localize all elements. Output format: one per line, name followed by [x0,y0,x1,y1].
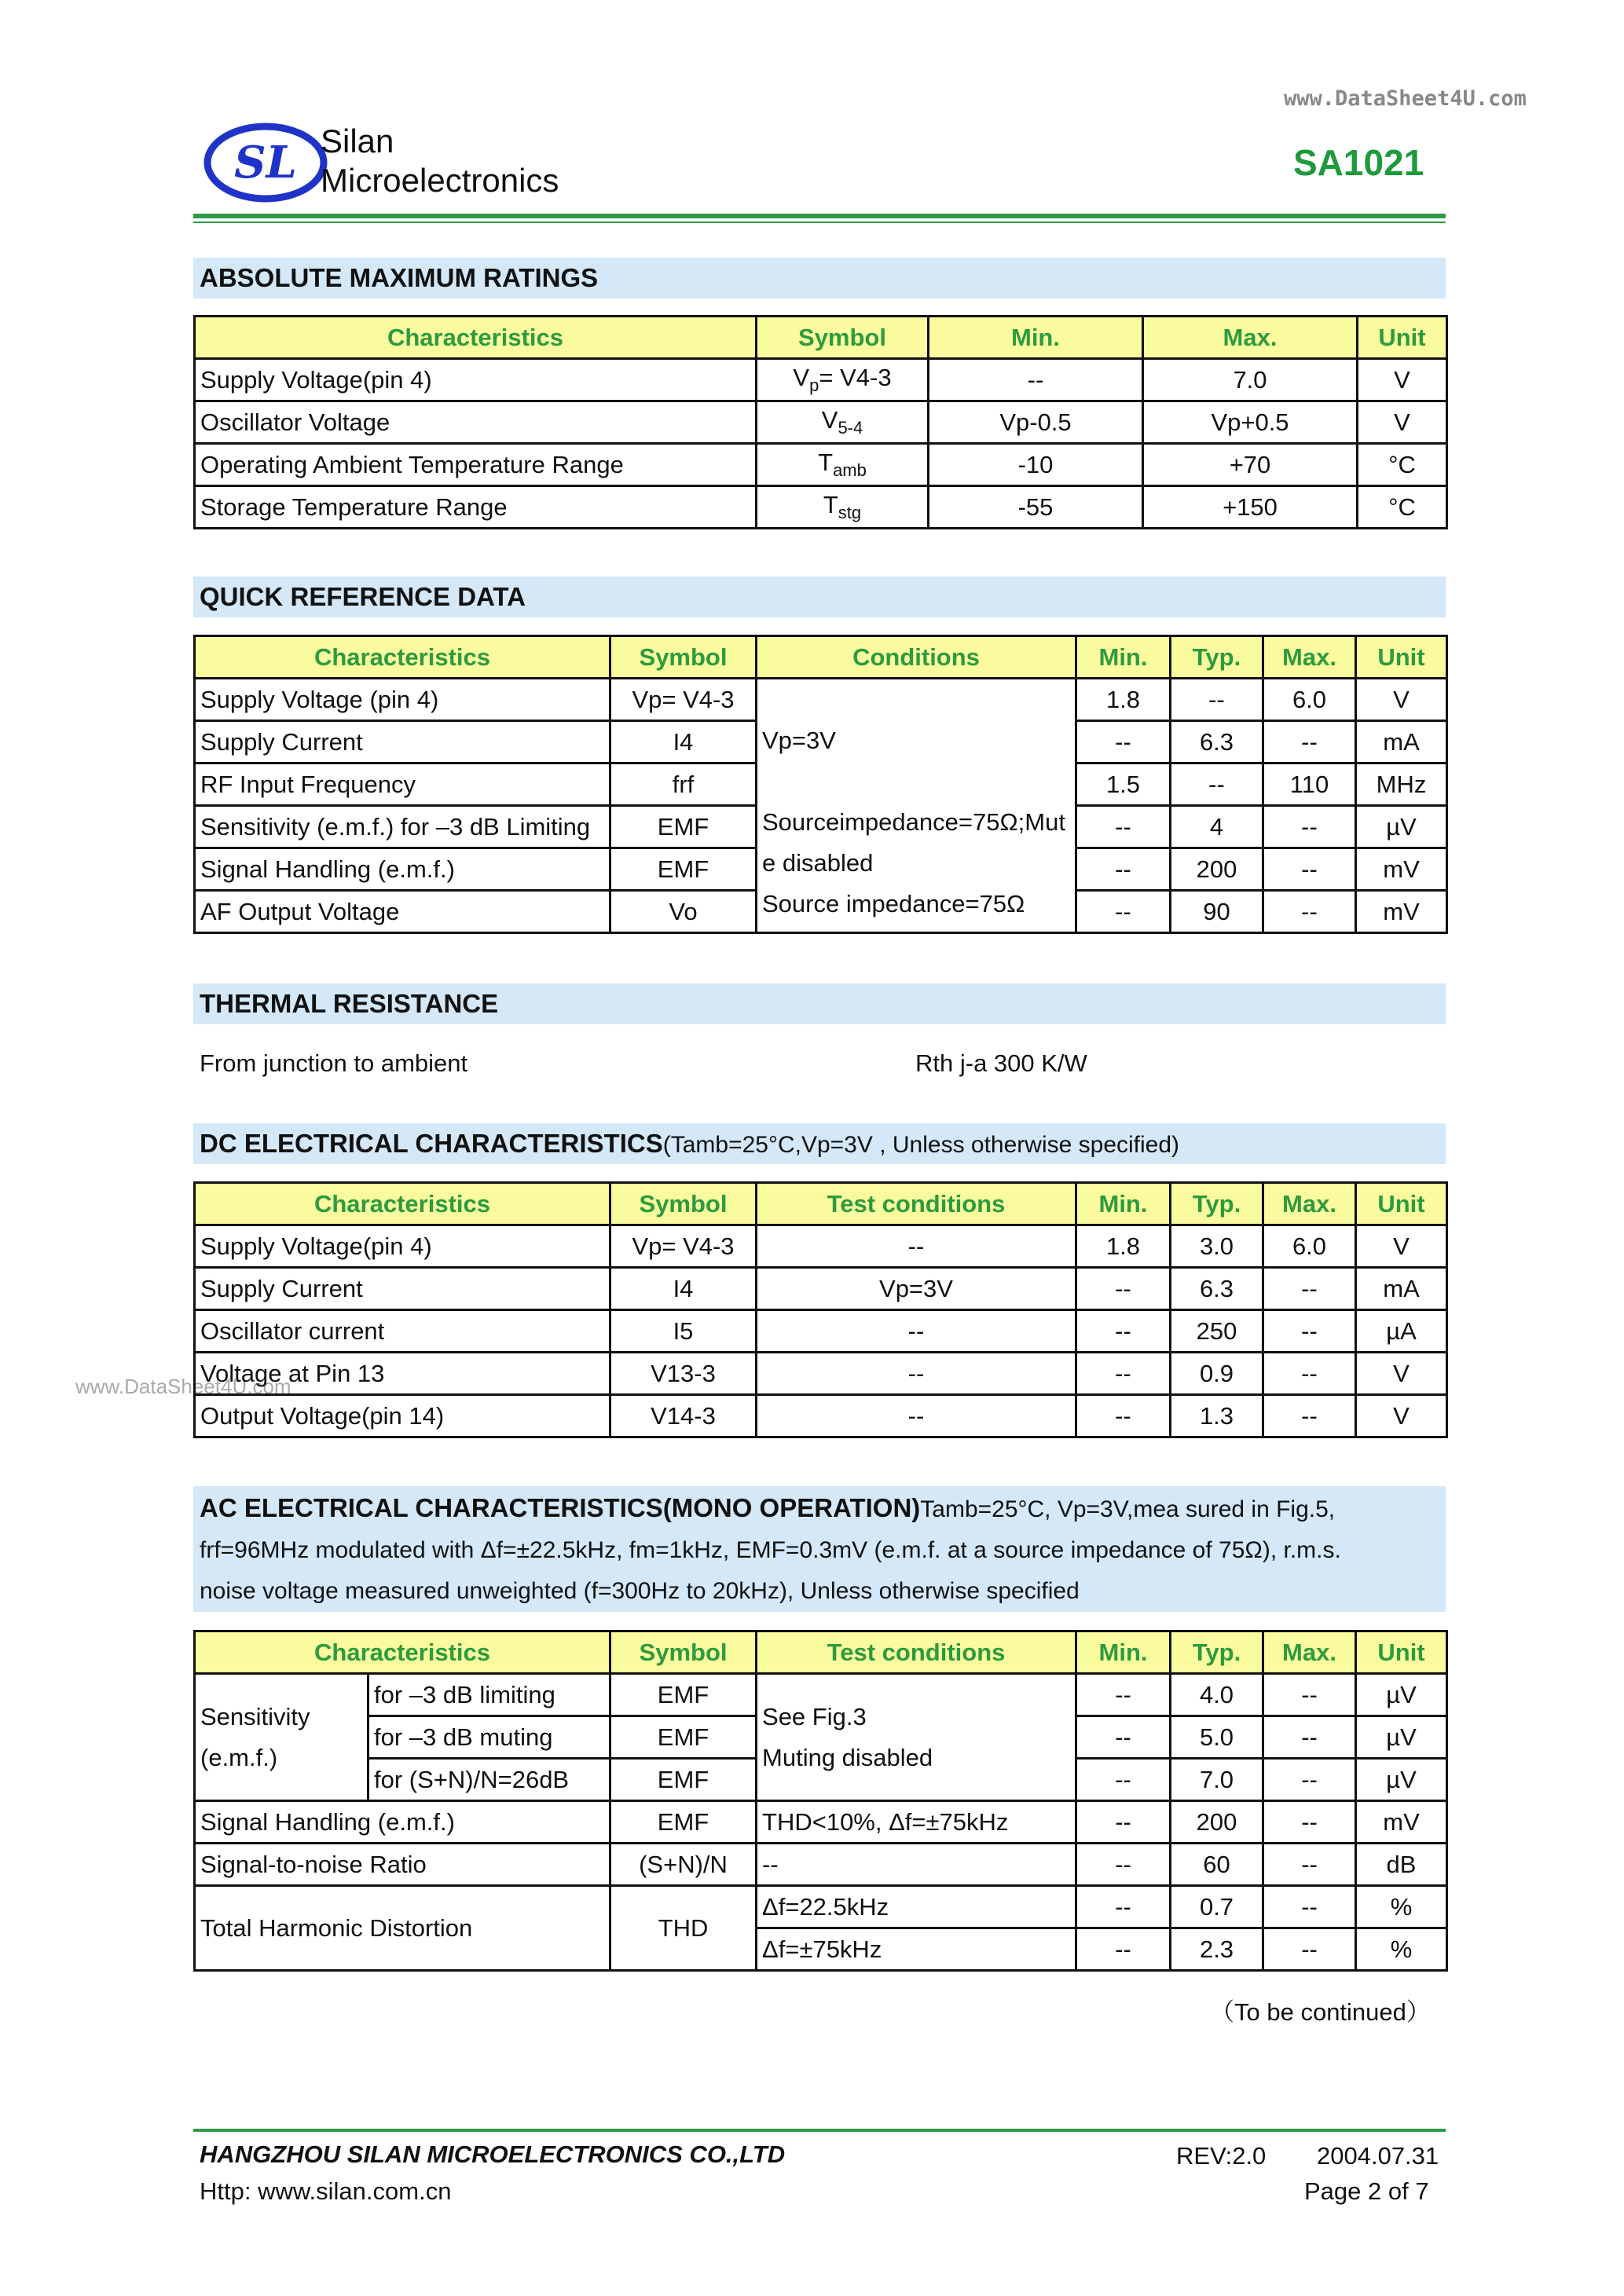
cell-typ: 6.3 [1171,1268,1263,1310]
condition-line: Sourceimpedance=75Ω;Mut [762,808,1065,836]
col-header: Unit [1358,317,1447,359]
cell-unit: µV [1356,1716,1447,1759]
cell-symbol: Vp= V4-3 [610,679,757,721]
cell-max: 110 [1263,764,1356,806]
cell-symbol: Vp= V4-3 [610,1225,757,1268]
condition-line: Source impedance=75Ω [762,890,1025,917]
cell-max: Vp+0.5 [1143,401,1358,444]
cell-typ: 200 [1171,1801,1263,1844]
col-header: Min. [929,317,1143,359]
condition-line: Muting disabled [762,1743,933,1771]
ac-title: AC ELECTRICAL CHARACTERISTICS(MONO OPERATION) [200,1493,921,1522]
table-row [195,359,1447,401]
cell-symbol: $T_{stg}$ [757,486,929,529]
table-row [195,1268,1447,1310]
col-header: Unit [1356,1183,1447,1225]
col-header: Min. [1076,1631,1171,1674]
cell-max: -- [1263,1310,1356,1353]
cell-symbol: V14-3 [610,1395,757,1437]
dc-title: DC ELECTRICAL CHARACTERISTICS [200,1129,663,1158]
col-header: Max. [1143,317,1358,359]
cell-min: -55 [929,486,1143,529]
cell-min: -- [1076,1674,1171,1716]
cell-symbol: (S+N)/N [610,1844,757,1886]
cell-sub-characteristic: for –3 dB muting [368,1716,610,1759]
cell-symbol: frf [610,764,757,806]
footer-date: 2004.07.31 [1317,2142,1439,2170]
table-row [195,1886,1447,1928]
brand-name-line1: Silan [321,123,394,159]
cell-max: +70 [1143,444,1358,486]
cell-conditions: THD<10%, Δf=±75kHz [757,1801,1076,1844]
cell-typ: 60 [1171,1844,1263,1886]
cell-min: -- [1076,891,1171,933]
cell-typ: 200 [1171,848,1263,891]
cell-max: -- [1263,1759,1356,1801]
abs-max-table [193,315,1448,529]
cell-max: -- [1263,1353,1356,1395]
ac-table [193,1630,1448,1972]
cell-min: -- [1076,806,1171,848]
cell-unit: V [1356,679,1447,721]
to-be-continued: （To be continued） [1210,1998,1431,2026]
table-row [195,1844,1447,1886]
cell-unit: V [1356,1225,1447,1268]
dc-section-bar [193,1123,1446,1164]
abs-max-section-bar [193,258,1446,298]
cell-conditions: Vp=3V [757,1268,1076,1310]
cell-characteristic: Supply Current [195,1268,610,1310]
cell-unit: MHz [1356,764,1447,806]
cell-sub-characteristic: for (S+N)/N=26dB [368,1759,610,1801]
cell-unit: µA [1356,1310,1447,1353]
header-rule [193,214,1446,218]
cell-symbol: $T_{amb}$ [757,444,929,486]
cell-unit: °C [1358,486,1447,529]
cell-unit: % [1356,1886,1447,1928]
condition-line: Vp=3V [762,727,836,754]
cell-unit: mV [1356,1801,1447,1844]
cell-unit: V [1356,1353,1447,1395]
watermark-top: www.DataSheet4U.com [1284,86,1527,111]
cell-min: -- [1076,1268,1171,1310]
cell-max: 6.0 [1263,679,1356,721]
cell-max: -- [1263,1886,1356,1928]
col-header: Typ. [1171,1631,1263,1674]
cell-symbol: $V_{5-4}$ [757,401,929,444]
cell-characteristic: Oscillator Voltage [195,401,757,444]
table-row [195,1674,1447,1716]
cell-max: -- [1263,848,1356,891]
cell-typ: -- [1171,679,1263,721]
cell-unit: µV [1356,806,1447,848]
table-header-row [195,1183,1447,1225]
cell-symbol: EMF [610,806,757,848]
cell-typ: 2.3 [1171,1928,1263,1971]
cell-min: -- [929,359,1143,401]
thermal-label: From junction to ambient [200,1049,468,1077]
table-row [195,679,1447,721]
col-header: Min. [1076,636,1171,679]
table-header-row [195,1631,1447,1674]
cell-typ: -- [1171,764,1263,806]
dc-subtitle: (Tamb=25°C,Vp=3V , Unless otherwise specified) [662,1132,1180,1158]
cell-unit: mA [1356,1268,1447,1310]
footer-website[interactable]: Http: www.silan.com.cn [200,2177,452,2205]
cell-max: -- [1263,1928,1356,1971]
cell-unit: mA [1356,721,1447,764]
cell-max: 7.0 [1143,359,1358,401]
cell-min: -- [1076,1353,1171,1395]
table-row [195,486,1447,529]
cell-unit: °C [1358,444,1447,486]
col-header: Symbol [610,636,757,679]
table-row [195,1225,1447,1268]
cell-max: -- [1263,1395,1356,1437]
cell-min: 1.8 [1076,1225,1171,1268]
col-header: Characteristics [195,636,610,679]
cell-unit: % [1356,1928,1447,1971]
cell-characteristic: Supply Voltage (pin 4) [195,679,610,721]
cell-conditions: -- [757,1353,1076,1395]
footer-company: HANGZHOU SILAN MICROELECTRONICS CO.,LTD [200,2140,786,2168]
table-row [195,444,1447,486]
cell-typ: 4 [1171,806,1263,848]
cell-max: -- [1263,1268,1356,1310]
col-header: Typ. [1171,1183,1263,1225]
cell-symbol: EMF [610,1716,757,1759]
cell-typ: 5.0 [1171,1716,1263,1759]
cell-characteristic: Total Harmonic Distortion [195,1886,610,1971]
cell-min: -- [1076,848,1171,891]
col-header: Characteristics [195,1631,610,1674]
quick-ref-title: QUICK REFERENCE DATA [200,582,526,611]
cell-symbol: Vo [610,891,757,933]
cell-unit: µV [1356,1674,1447,1716]
sensitivity-label: Sensitivity [200,1702,310,1730]
col-header: Conditions [757,636,1076,679]
cell-conditions: -- [757,1225,1076,1268]
col-header: Test conditions [757,1183,1076,1225]
col-header: Max. [1263,636,1356,679]
ac-section-bar [193,1486,1446,1612]
document-id: SA1021 [1293,142,1424,183]
cell-unit: µV [1356,1759,1447,1801]
table-header-row [195,317,1447,359]
col-header: Max. [1263,1183,1356,1225]
cell-conditions [757,679,1076,933]
cell-unit: V [1358,359,1447,401]
cell-symbol: EMF [610,1674,757,1716]
cell-max: -- [1263,891,1356,933]
col-header: Max. [1263,1631,1356,1674]
cell-min: 1.5 [1076,764,1171,806]
cell-min: Vp-0.5 [929,401,1143,444]
header-rule-thin [193,222,1446,223]
cell-typ: 3.0 [1171,1225,1263,1268]
table-header-row [195,636,1447,679]
cell-characteristic: Signal Handling (e.m.f.) [195,1801,610,1844]
cell-characteristic: Operating Ambient Temperature Range [195,444,757,486]
condition-line: See Fig.3 [762,1702,867,1730]
ac-conditions-line1: Tamb=25°C, Vp=3V,mea sured in Fig.5, [920,1496,1336,1522]
cell-max: +150 [1143,486,1358,529]
cell-characteristic: Sensitivity (e.m.f.) for –3 dB Limiting [195,806,610,848]
cell-typ: 7.0 [1171,1759,1263,1801]
cell-min: -- [1076,721,1171,764]
cell-characteristic: Signal-to-noise Ratio [195,1844,610,1886]
col-header: Characteristics [195,317,757,359]
col-header: Symbol [757,317,929,359]
thermal-section-bar [193,983,1446,1024]
cell-symbol: V13-3 [610,1353,757,1395]
cell-unit: V [1356,1395,1447,1437]
ac-conditions-line2: frf=96MHz modulated with Δf=±22.5kHz, fm=1kHz, EMF=0.3mV (e.m.f. at a source impedance of 75Ω), r.m.s. [200,1537,1341,1563]
col-header: Typ. [1171,636,1263,679]
col-header: Symbol [610,1183,757,1225]
footer-page-number: Page 2 of 7 [1304,2177,1429,2205]
sensitivity-label-sub: (e.m.f.) [200,1743,278,1771]
cell-conditions: Δf=22.5kHz [757,1886,1076,1928]
cell-conditions [757,1674,1076,1801]
cell-characteristic: Oscillator current [195,1310,610,1353]
cell-typ: 6.3 [1171,721,1263,764]
table-row [195,1353,1447,1395]
col-header: Test conditions [757,1631,1076,1674]
cell-max: -- [1263,1716,1356,1759]
col-header: Characteristics [195,1183,610,1225]
logo-letters: SL [234,137,297,189]
condition-line: e disabled [762,849,874,877]
col-header: Unit [1356,1631,1447,1674]
cell-typ: 0.9 [1171,1353,1263,1395]
cell-unit: dB [1356,1844,1447,1886]
col-header: Unit [1356,636,1447,679]
cell-symbol: $V_p= V4-3$ [757,359,929,401]
cell-unit: V [1358,401,1447,444]
cell-max: -- [1263,1674,1356,1716]
cell-characteristic: Supply Voltage(pin 4) [195,359,757,401]
cell-characteristic: Signal Handling (e.m.f.) [195,848,610,891]
cell-characteristic: Supply Current [195,721,610,764]
thermal-title: THERMAL RESISTANCE [200,989,499,1018]
table-row [195,1801,1447,1844]
quick-ref-section-bar [193,577,1446,617]
thermal-value: Rth j-a 300 K/W [915,1049,1087,1077]
cell-min: -- [1076,1886,1171,1928]
cell-symbol: EMF [610,1759,757,1801]
cell-characteristic [195,1674,368,1801]
cell-symbol: THD [610,1886,757,1971]
cell-min: -- [1076,1801,1171,1844]
cell-sub-characteristic: for –3 dB limiting [368,1674,610,1716]
cell-min: -10 [929,444,1143,486]
ac-conditions-line3: noise voltage measured unweighted (f=300Hz to 20kHz), Unless otherwise specified [200,1578,1080,1604]
cell-characteristic: Voltage at Pin 13 [195,1353,610,1395]
col-header: Min. [1076,1183,1171,1225]
cell-characteristic: RF Input Frequency [195,764,610,806]
cell-conditions: -- [757,1310,1076,1353]
watermark-side: www.DataSheet4U.com [75,1375,291,1398]
cell-symbol: EMF [610,848,757,891]
cell-typ: 1.3 [1171,1395,1263,1437]
cell-max: -- [1263,721,1356,764]
table-row [195,1395,1447,1437]
table-row [195,1310,1447,1353]
cell-min: -- [1076,1716,1171,1759]
cell-min: -- [1076,1395,1171,1437]
cell-min: -- [1076,1310,1171,1353]
cell-typ: 90 [1171,891,1263,933]
cell-symbol: I4 [610,721,757,764]
cell-characteristic: Storage Temperature Range [195,486,757,529]
cell-max: -- [1263,806,1356,848]
cell-symbol: I5 [610,1310,757,1353]
footer-rule [193,2129,1446,2132]
cell-unit: mV [1356,848,1447,891]
cell-typ: 250 [1171,1310,1263,1353]
quick-ref-table [193,635,1448,934]
cell-characteristic: AF Output Voltage [195,891,610,933]
cell-max: -- [1263,1844,1356,1886]
cell-min: -- [1076,1759,1171,1801]
cell-typ: 4.0 [1171,1674,1263,1716]
company-logo [203,119,328,206]
table-row [195,401,1447,444]
cell-unit: mV [1356,891,1447,933]
footer-rev: REV:2.0 [1176,2142,1267,2170]
cell-max: 6.0 [1263,1225,1356,1268]
cell-symbol: I4 [610,1268,757,1310]
cell-symbol: EMF [610,1801,757,1844]
dc-table [193,1181,1448,1438]
abs-max-title: ABSOLUTE MAXIMUM RATINGS [200,263,599,292]
cell-conditions: -- [757,1844,1076,1886]
cell-conditions: Δf=±75kHz [757,1928,1076,1971]
cell-conditions: -- [757,1395,1076,1437]
cell-max: -- [1263,1801,1356,1844]
cell-characteristic: Supply Voltage(pin 4) [195,1225,610,1268]
cell-min: -- [1076,1928,1171,1971]
cell-characteristic: Output Voltage(pin 14) [195,1395,610,1437]
cell-min: -- [1076,1844,1171,1886]
brand-name-line2: Microelectronics [321,162,559,199]
cell-typ: 0.7 [1171,1886,1263,1928]
col-header: Symbol [610,1631,757,1674]
cell-min: 1.8 [1076,679,1171,721]
